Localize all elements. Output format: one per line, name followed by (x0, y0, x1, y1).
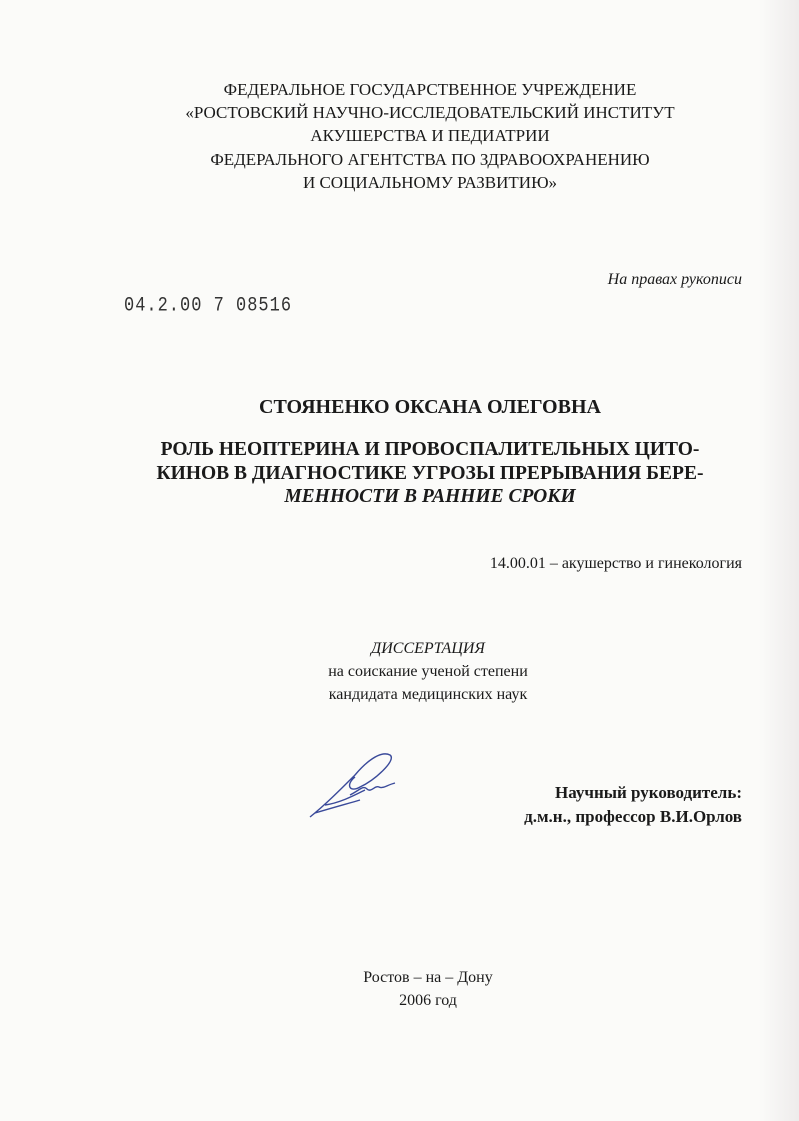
library-stamp-number: 04.2.00 7 08516 (124, 295, 293, 318)
dissertation-label: ДИССЕРТАЦИЯ (371, 640, 485, 657)
author-name: СТОЯНЕНКО ОКСАНА ОЛЕГОВНА (259, 396, 601, 418)
dissertation-title (120, 438, 740, 509)
dissertation-type (100, 637, 756, 706)
scientific-supervisor (524, 781, 742, 829)
degree-line-2: кандидата медицинских наук (328, 686, 528, 703)
title-line: КИНОВ В ДИАГНОСТИКЕ УГРОЗЫ ПРЕРЫВАНИЯ БЕРЕ- (156, 462, 704, 484)
specialty-code: 14.00.01 – акушерство и гинекология (489, 555, 742, 572)
institution-header (100, 78, 760, 194)
handwritten-signature (305, 745, 405, 830)
title-line: РОЛЬ НЕОПТЕРИНА И ПРОВОСПАЛИТЕЛЬНЫХ ЦИТО- (160, 439, 700, 460)
year: 2006 год (399, 992, 457, 1009)
city: Ростов – на – Дону (363, 969, 493, 986)
title-line: МЕННОСТИ В РАННИЕ СРОКИ (284, 486, 576, 507)
manuscript-rights-note: На правах рукописи (607, 271, 742, 288)
scan-edge-shading (759, 0, 799, 1121)
header-line: И СОЦИАЛЬНОМУ РАЗВИТИЮ» (302, 172, 558, 192)
header-line: «РОСТОВСКИЙ НАУЧНО-ИССЛЕДОВАТЕЛЬСКИЙ ИНСТИТУТ (185, 103, 675, 123)
supervisor-name: д.м.н., профессор В.И.Орлов (524, 807, 742, 826)
degree-line-1: на соискание ученой степени (328, 663, 528, 680)
header-line: ФЕДЕРАЛЬНОЕ ГОСУДАРСТВЕННОЕ УЧРЕЖДЕНИЕ (223, 80, 637, 99)
header-line: ФЕДЕРАЛЬНОГО АГЕНТСТВА ПО ЗДРАВООХРАНЕНИЮ (210, 149, 650, 169)
header-line: АКУШЕРСТВА И ПЕДИАТРИИ (310, 126, 550, 146)
place-and-year (100, 966, 756, 1012)
supervisor-label: Научный руководитель: (555, 783, 742, 802)
